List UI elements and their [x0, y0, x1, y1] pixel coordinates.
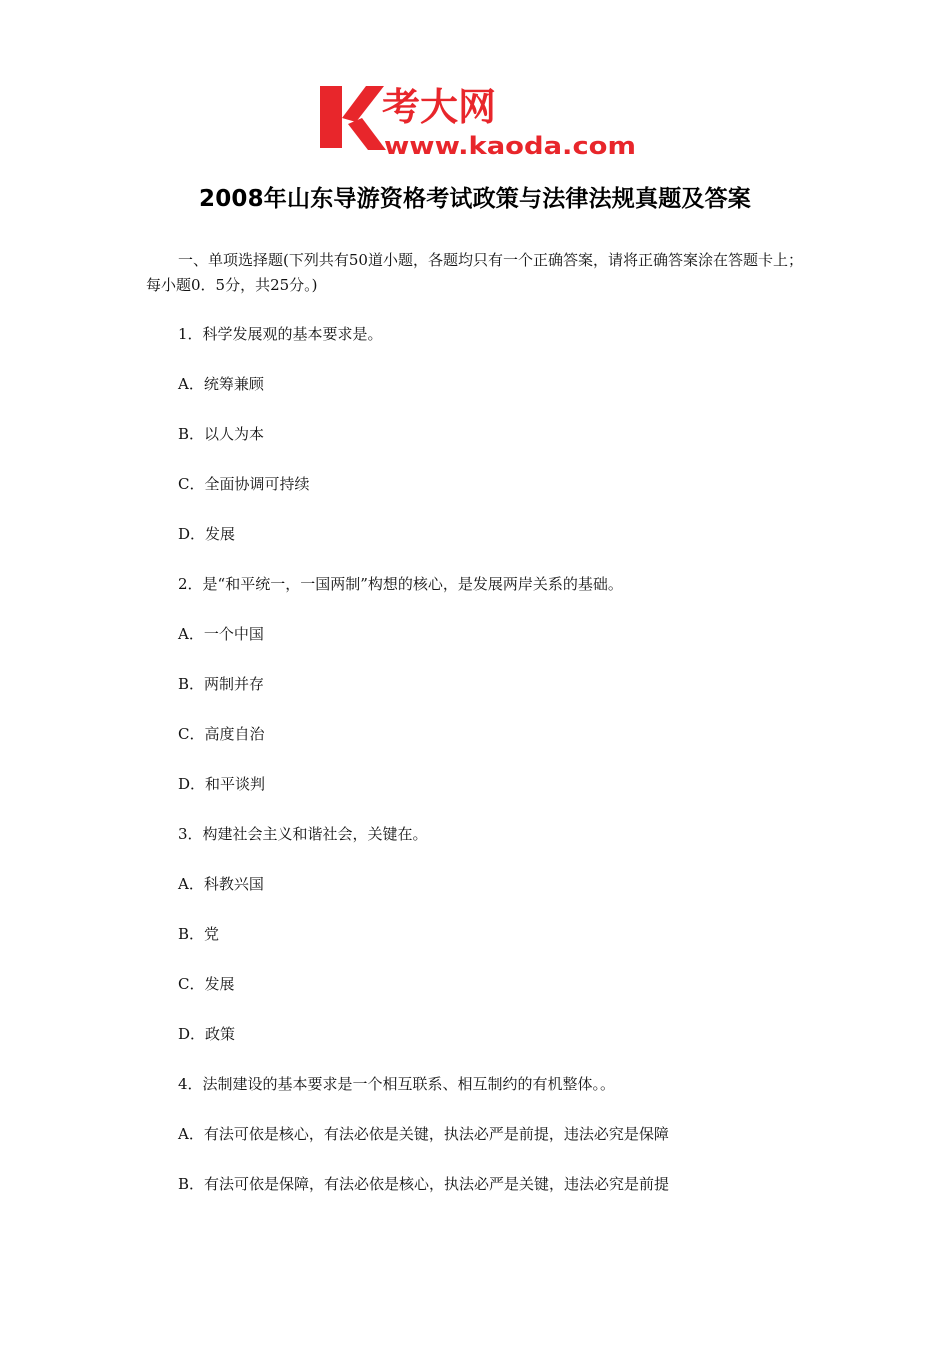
question-3: 3．构建社会主义和谐社会，关键在。 — [178, 825, 428, 843]
kaoda-logo — [318, 78, 638, 160]
question-4-option-a: A．有法可依是核心，有法必依是关键，执法必严是前提，违法必究是保障 — [178, 1125, 669, 1143]
kaoda-logo-graphic — [318, 78, 638, 160]
section-intro: 一、单项选择题(下列共有50道小题，各题均只有一个正确答案，请将正确答案涂在答题卡上；每小题0．5分，共25分。) — [146, 251, 803, 294]
question-1-option-c: C．全面协调可持续 — [178, 475, 310, 493]
question-1-option-a: A．统筹兼顾 — [178, 375, 264, 393]
question-1: 1．科学发展观的基本要求是。 — [178, 325, 383, 343]
question-2: 2．是“和平统一，一国两制”构想的核心，是发展两岸关系的基础。 — [178, 575, 623, 593]
question-3-option-c: C．发展 — [178, 975, 235, 993]
document-title: 2008年山东导游资格考试政策与法律法规真题及答案 — [198, 186, 751, 212]
question-3-option-d: D．政策 — [178, 1025, 236, 1043]
question-1-option-d: D．发展 — [178, 525, 236, 543]
question-3-option-a: A．科教兴国 — [178, 875, 264, 893]
question-1-option-b: B．以人为本 — [178, 425, 265, 443]
logo-brand-text: 考大网 — [382, 85, 497, 129]
question-4: 4．法制建设的基本要求是一个相互联系、相互制约的有机整体。。 — [178, 1075, 616, 1093]
question-2-option-b: B．两制并存 — [178, 675, 265, 693]
question-2-option-c: C．高度自治 — [178, 725, 265, 743]
question-2-option-a: A．一个中国 — [178, 625, 264, 643]
question-2-option-d: D．和平谈判 — [178, 775, 266, 793]
question-4-option-b: B．有法可依是保障，有法必依是核心，执法必严是关键，违法必究是前提 — [178, 1175, 670, 1193]
question-3-option-b: B．党 — [178, 925, 220, 943]
logo-site-text: www.kaoda.com — [384, 132, 636, 160]
